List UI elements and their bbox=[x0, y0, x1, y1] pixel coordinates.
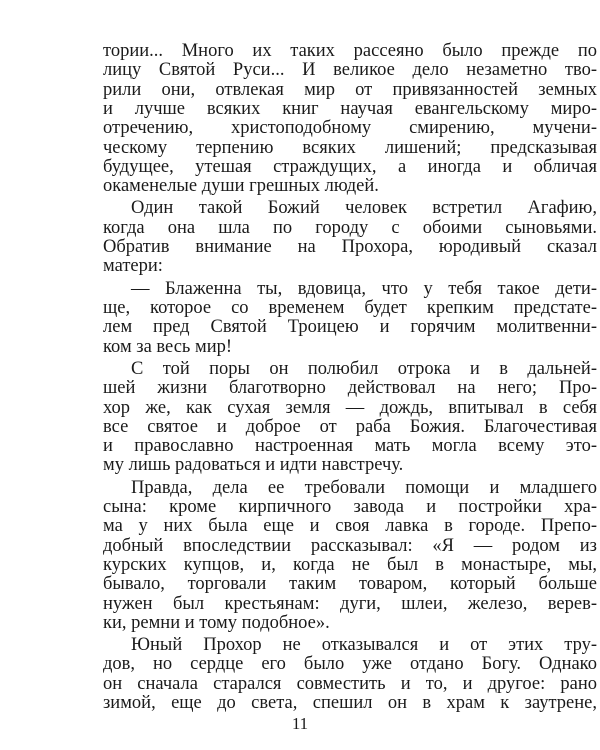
text-line: — Блаженна ты, вдовица, что у тебя такое дети- bbox=[131, 278, 597, 299]
text-line: сына: кроме кирпичного завода и постройки хра- bbox=[103, 497, 597, 517]
text-line: лем пред Святой Троицею и горячим молитвенни- bbox=[103, 317, 597, 338]
text-line: добный впоследствии рассказывал: «Я — родом из bbox=[103, 535, 597, 556]
text-line: Юный Прохор не отказывался и от этих тру- bbox=[131, 635, 597, 656]
text-line: ще, которое со временем будет крепким предстате- bbox=[103, 297, 597, 318]
text-line: все святое и доброе от раба Божия. Благочестивая bbox=[103, 416, 597, 437]
text-line: ком за весь мир! bbox=[103, 336, 233, 357]
text-line: отречению, христоподобному смирению, мучени- bbox=[103, 118, 597, 139]
text-line: ческому терпению всяких лишений; предсказывая bbox=[103, 137, 597, 158]
text-line: матери: bbox=[103, 256, 163, 277]
text-line: тории... Много их таких рассеяно было прежде по bbox=[103, 41, 597, 61]
text-line: дов, но сердце его было уже отдано Богу. Однако bbox=[103, 654, 597, 675]
text-line: Один такой Божий человек встретил Агафию, bbox=[131, 198, 597, 219]
text-line: ма у них была еще и своя лавка в городе. Препо- bbox=[103, 516, 597, 537]
text-line: когда она шла по городу с обоими сыновьями. bbox=[103, 217, 597, 238]
text-line: му лишь радоваться и идти навстречу. bbox=[103, 455, 404, 476]
text-line: он сначала старался совместить и то, и другое: рано bbox=[103, 673, 597, 694]
text-line: Обратив внимание на Прохора, юродивый сказал bbox=[103, 237, 597, 257]
text-line: бывало, торговали таким товаром, который больше bbox=[103, 574, 597, 595]
text-line: курских купцов, и, когда не был в монастыре, мы, bbox=[103, 554, 597, 575]
text-line: будущее, утешая страждущих, а иногда и обличая bbox=[103, 156, 597, 177]
text-line: хор же, как сухая земля — дождь, впитывал в себя bbox=[103, 397, 597, 418]
text-line: окаменелые души грешных людей. bbox=[103, 176, 379, 197]
text-line: и лучше всяких книг научая евангельскому миро- bbox=[103, 98, 597, 119]
text-line: С той поры он полюбил отрока и в дальней- bbox=[131, 358, 597, 379]
text-line: лицу Святой Руси... И великое дело незаметно тво- bbox=[103, 60, 597, 81]
text-line: рили они, отвлекая мир от привязанностей земных bbox=[103, 79, 597, 100]
text-line: шей жизни благотворно действовал на него; Про- bbox=[103, 378, 597, 399]
text-line: зимой, еще до света, спешил он в храм к заутрене, bbox=[103, 693, 597, 713]
text-line: нужен был крестьянам: дуги, шлеи, железо, верев- bbox=[103, 593, 597, 614]
text-line: и православно настроенная мать могла всему это- bbox=[103, 436, 597, 457]
text-line: Правда, дела ее требовали помощи и младшего bbox=[131, 477, 597, 498]
page-number: 11 bbox=[291, 714, 309, 733]
text-line: ки, ремни и тому подобное». bbox=[103, 612, 330, 633]
